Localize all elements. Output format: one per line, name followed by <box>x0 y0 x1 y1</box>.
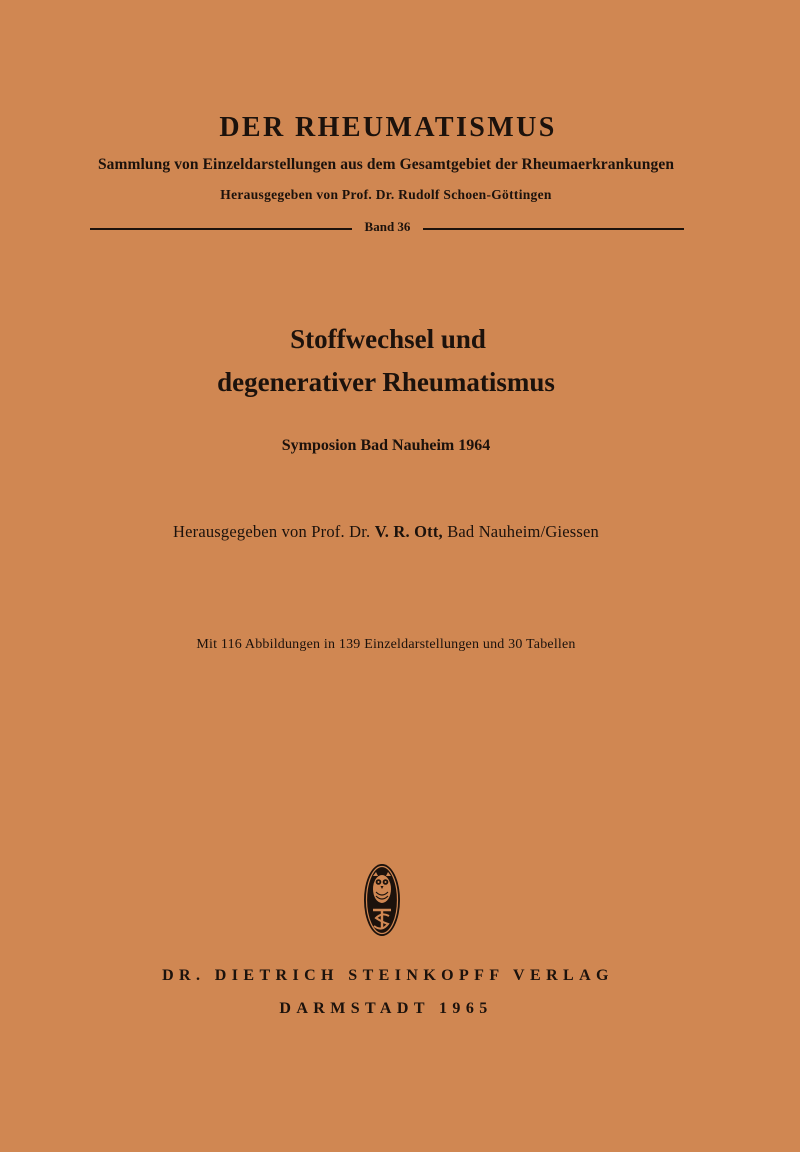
book-title-line-2: degenerativer Rheumatismus <box>217 367 555 397</box>
book-editor-prefix: Herausgegeben von Prof. Dr. <box>172 522 371 541</box>
band-number: Band 36 <box>364 219 411 234</box>
symposion-subtitle: Symposion Bad Nauheim 1964 <box>281 437 491 454</box>
band-rule-right <box>423 228 684 230</box>
series-editor: Herausgegeben von Prof. Dr. Rudolf Schoen-Göttingen <box>220 187 552 202</box>
publisher-name: DR. DIETRICH STEINKOPFF VERLAG <box>162 967 614 984</box>
band-rule <box>90 219 684 237</box>
band-rule-left <box>90 228 352 230</box>
book-title-line-1: Stoffwechsel und <box>290 324 486 354</box>
illustrations-note: Mit 116 Abbildungen in 139 Einzeldarstellungen und 30 Tabellen <box>196 637 576 652</box>
book-editor-place: Bad Nauheim/Giessen <box>447 522 599 541</box>
publisher-owl-logo-icon <box>362 862 402 938</box>
series-subtitle: Sammlung von Einzeldarstellungen aus dem Gesamtgebiet der Rheumaerkrankungen <box>97 156 675 173</box>
series-title: DER RHEUMATISMUS <box>219 112 557 143</box>
book-editor-line <box>0 522 786 542</box>
publisher-city-year: DARMSTADT 1965 <box>279 1000 493 1017</box>
book-editor-name: V. R. Ott, <box>374 522 443 541</box>
